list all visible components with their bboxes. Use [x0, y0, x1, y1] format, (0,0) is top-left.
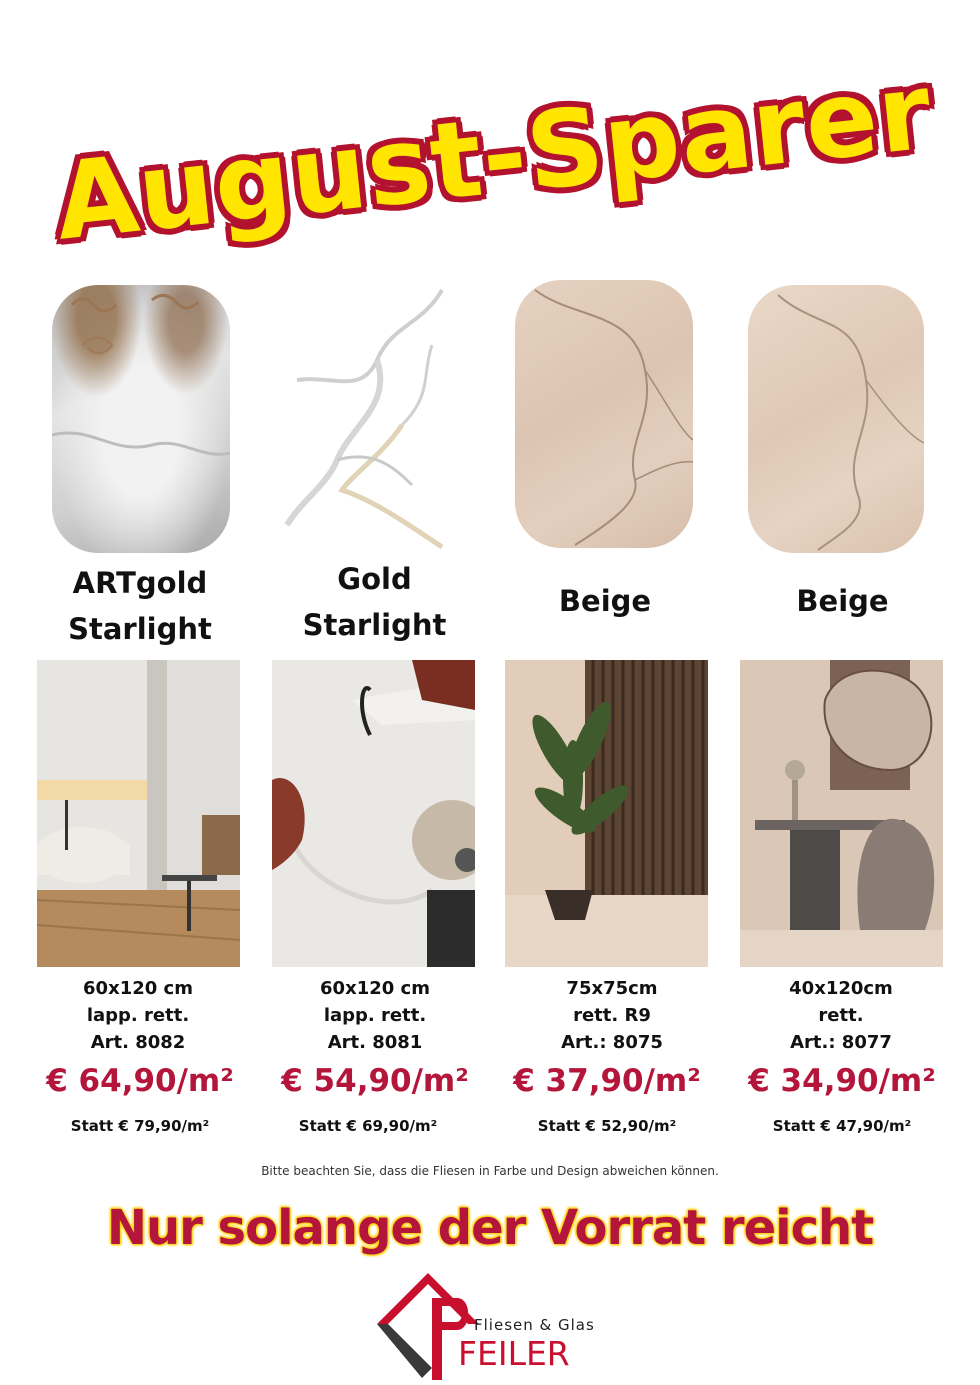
- company-logo: [372, 1268, 612, 1380]
- room-photo-bedroom: [272, 660, 475, 967]
- room-photo-bathroom: [37, 660, 240, 967]
- stock-notice: Nur solange der Vorrat reicht: [106, 1200, 874, 1256]
- room-photo-vanity: [740, 660, 943, 967]
- product-specs-8075: 75x75cm rett. R9 Art.: 8075: [561, 978, 663, 1053]
- disclaimer: Bitte beachten Sie, dass die Fliesen in Farbe und Design abweichen können.: [261, 1164, 719, 1178]
- room-photo-plant: [505, 660, 708, 967]
- product-name-artgold-starlight: ARTgold Starlight: [68, 566, 212, 646]
- old-price-8075: Statt € 52,90/m²: [537, 1117, 677, 1135]
- product-name-beige-40x120: Beige: [796, 584, 889, 618]
- price-8082: € 64,90/m²: [46, 1063, 234, 1099]
- product-specs-8077: 40x120cm rett. Art.: 8077: [789, 978, 893, 1053]
- product-name-gold-starlight: Gold Starlight: [302, 562, 447, 642]
- old-price-8082: Statt € 79,90/m²: [70, 1117, 210, 1135]
- product-specs-8081: 60x120 cm lapp. rett. Art. 8081: [320, 978, 430, 1053]
- tile-swatch-artgold-starlight: [52, 285, 230, 553]
- product-specs-8082: 60x120 cm lapp. rett. Art. 8082: [83, 978, 193, 1053]
- old-price-8081: Statt € 69,90/m²: [298, 1117, 438, 1135]
- headline: August-Sparer: [49, 49, 938, 264]
- price-8075: € 37,90/m²: [513, 1063, 701, 1099]
- logo-name: FEILER: [458, 1334, 570, 1373]
- old-price-8077: Statt € 47,90/m²: [772, 1117, 912, 1135]
- product-name-beige-75x75: Beige: [558, 584, 652, 618]
- tile-swatch-gold-starlight: [282, 285, 462, 553]
- tile-swatch-beige-75x75: [515, 280, 693, 548]
- tile-swatch-beige-40x120: [748, 285, 924, 553]
- price-8081: € 54,90/m²: [281, 1063, 469, 1099]
- price-8077: € 34,90/m²: [748, 1063, 936, 1099]
- logo-subtitle: Fliesen & Glas: [474, 1316, 595, 1334]
